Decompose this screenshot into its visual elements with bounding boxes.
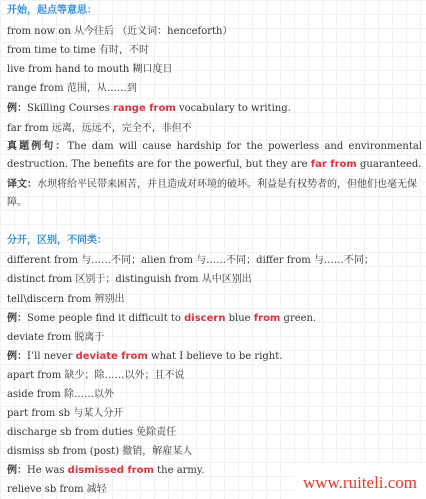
real-exam-example: 真题例句：The dam will cause hardship for the powerless and environmental destruction. The benefits are for the powerful, but they are far from guaranteed.: [7, 141, 423, 170]
entry-distinct-from: distinct from 区别于；distinguish from 从中区别出: [7, 274, 252, 285]
example-deviate-from: 例：I’ll never deviate from what I believe to be right.: [7, 351, 283, 362]
real-example-label: 真题例句：: [7, 141, 68, 152]
highlight-phrase: dismissed from: [67, 465, 154, 476]
entry-from-now-on: from now on 从今往后 （近义词：henceforth）: [7, 26, 233, 37]
entry-from-time-to-time: from time to time 有时，不时: [7, 45, 149, 56]
example-label: 例：: [7, 351, 27, 362]
entry-range-from: range from 范围，从……到: [7, 83, 137, 94]
translation: 译文：水坝将给平民带来困苦，并且造成对环境的破坏。利益是有权势者的，但他们也毫无保障。: [7, 179, 417, 208]
entry-deviate-from: deviate from 脱离于: [7, 332, 105, 343]
entry-far-from: far from 远离，远远不，完全不，非但不: [7, 123, 192, 134]
entry-relieve-from: relieve sb from 减轻: [7, 484, 107, 495]
highlight-phrase: deviate from: [75, 351, 148, 362]
entry-live-from-hand-to-mouth: live from hand to mouth 糊口度日: [7, 64, 173, 75]
entry-aside-from: aside from 除……以外: [7, 389, 114, 400]
example-label: 例：: [7, 313, 27, 324]
highlight-phrase: from: [253, 313, 281, 324]
example-discern-from: 例：Some people find it difficult to discern blue from green.: [7, 313, 317, 324]
highlight-phrase: range from: [112, 103, 176, 114]
highlight-phrase: far from: [310, 159, 357, 170]
entry-apart-from: apart from 缺少；除……以外；且不说: [7, 370, 185, 381]
section-heading-separate: 分开，区别，不同类：: [7, 235, 107, 246]
example-range-from: 例：Skilling Courses range from vocabulary to writing.: [7, 103, 291, 114]
watermark: www.ruiteli.com: [294, 466, 426, 499]
translation-label: 译文：: [7, 179, 37, 190]
highlight-phrase: discern: [184, 313, 226, 324]
entry-part-from: part from sb 与某人分开: [7, 408, 124, 419]
entry-tell-discern-from: tell\discern from 辨别出: [7, 294, 125, 305]
section-heading-start: 开始，起点等意思：: [7, 5, 97, 16]
entry-dismiss-from: dismiss sb from (post) 撤销，解雇某人: [7, 446, 193, 457]
example-label: 例：: [7, 465, 27, 476]
example-label: 例：: [7, 103, 27, 114]
entry-different-from: different from 与……不同；alien from 与……不同；differ from 与……不同；: [7, 255, 374, 266]
example-dismissed-from: 例：He was dismissed from the army.: [7, 465, 205, 476]
entry-discharge-from: discharge sb from duties 免除责任: [7, 427, 177, 438]
